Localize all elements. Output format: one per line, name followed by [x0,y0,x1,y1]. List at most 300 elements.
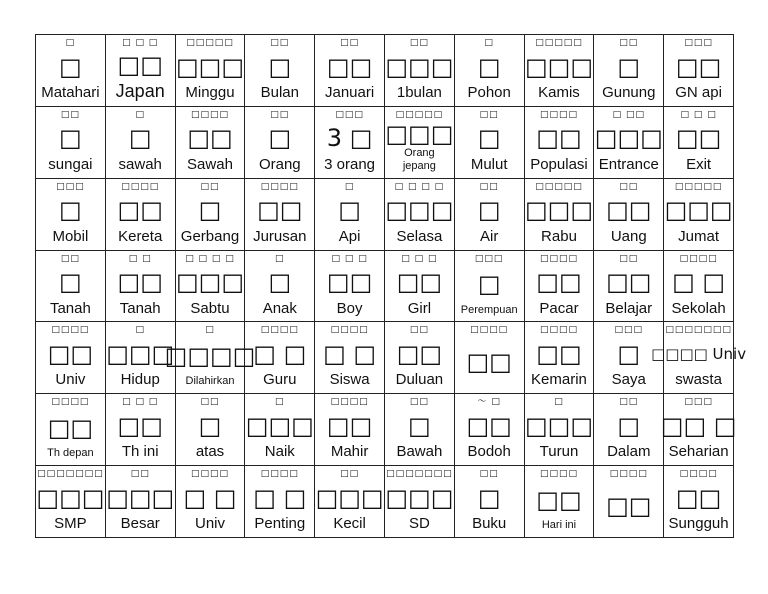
meaning-text: SMP [54,515,87,533]
vocab-cell [245,250,315,322]
reading-text: □□□□ [190,469,229,480]
vocab-card [36,179,105,249]
meaning-text: Rabu [541,227,577,245]
kanji-text: □□ [47,339,94,368]
kanji-text: □□ [326,52,373,81]
grid-row [36,178,734,250]
kanji-text: □□ [675,124,722,153]
meaning-text: Minggu [185,84,235,101]
vocab-card [176,251,245,321]
vocab-card [525,322,594,392]
kanji-text: □□ [117,268,163,297]
reading-text: □□ [60,109,80,120]
meaning-text: 1bulan [396,84,442,101]
kanji-text: □□□ [664,196,733,225]
kanji-text: □ [268,52,292,81]
reading-text: □ □ □ [122,38,159,48]
reading-text: □ □□ [612,109,645,120]
kanji-text: □ □ [672,268,726,297]
reading-text: □ [205,325,215,336]
kanji-text: 3 □ [326,124,373,153]
reading-text: □□ [409,325,429,336]
reading-text: □□ [619,397,639,408]
grid-row [36,106,734,178]
vocab-card [594,107,663,177]
reading-text: □□ [200,181,220,192]
reading-text: □□ [479,181,499,192]
vocab-card [164,322,256,392]
meaning-text: Saya [611,371,646,389]
vocab-card [385,251,454,321]
vocab-cell [315,394,385,466]
vocab-card [651,322,747,392]
vocab-cell [175,466,245,538]
vocab-cell [384,394,454,466]
vocab-cell [105,35,175,107]
vocab-card [385,466,454,536]
vocab-cell [105,106,175,178]
reading-text: □□□□ [51,397,90,408]
meaning-text: Univ [55,371,86,389]
meaning-text: Orang jepang [402,146,436,172]
kanji-text: □□ [257,196,303,225]
meaning-text: Populasi [530,155,588,173]
meaning-text: Entrance [598,155,659,173]
kanji-text: □ [198,411,222,440]
meaning-text: sungai [48,155,93,173]
vocab-cell [524,322,594,394]
meaning-text: Bodoh [467,443,511,461]
kanji-text: □□ [466,411,512,440]
reading-text: □ [275,397,285,408]
reading-text: □□□□□ [535,38,583,48]
vocab-card [245,251,314,321]
vocab-cell [454,106,524,178]
reading-text: □□□□ [470,325,509,336]
vocab-card [36,394,105,464]
meaning-text: Jumat [678,227,720,245]
meaning-text: Kamis [538,84,580,101]
grid-row [36,250,734,322]
vocab-cell [664,250,734,322]
vocab-cell [660,394,737,466]
vocab-cell [454,250,524,322]
reading-text: □ □ □ [401,253,438,264]
kanji-text: □□ [466,348,512,377]
vocab-card [594,394,663,464]
vocab-card [455,466,524,536]
reading-text: □□ [340,38,360,48]
vocab-cell [454,178,524,250]
vocab-card [315,322,384,392]
meaning-text: Sawah [187,155,233,173]
meaning-text: Anak [262,299,297,317]
reading-text: □□□□ [679,253,718,264]
vocab-cell [175,394,245,466]
kanji-text: □□□ [524,411,593,440]
vocab-cell [594,250,664,322]
vocab-card [106,107,175,177]
vocab-cell [454,394,524,466]
vocab-cell [36,106,106,178]
vocab-cell [651,322,747,394]
reading-text: □□□ [474,253,504,264]
reading-text: □□ [270,38,290,48]
meaning-text: Mahir [330,443,369,461]
meaning-text: Hidup [120,371,160,389]
reading-text: □□□□ [121,181,160,192]
reading-text: □□ [619,181,639,192]
reading-text: □□ [619,38,639,48]
kanji-text: □ [338,196,361,225]
meaning-text: Hari ini [541,519,577,532]
reading-text: □□□□□□□ [37,469,104,480]
reading-text: □ □ □ [122,397,159,408]
vocab-card [525,107,594,177]
meaning-text: Matahari [41,84,100,101]
reading-text: □□□ [684,38,713,48]
meaning-text: Kemarin [531,371,587,389]
kanji-text: □□ [326,411,373,440]
reading-text: □ □ □ □ [394,181,445,192]
grid-row [36,35,734,107]
meaning-text: Sabtu [190,299,230,317]
reading-text: □ [65,38,76,48]
meaning-text: Th depan [47,447,94,460]
meaning-text: Sekolah [671,299,726,317]
kanji-text: □□□ [385,196,454,225]
vocab-card [245,179,314,249]
kanji-text: □ [617,52,641,81]
kanji-text: □□ [326,268,373,297]
reading-text: □ □ □ [680,109,717,120]
vocab-card [455,35,524,105]
vocab-card [245,394,314,464]
vocab-cell [384,106,454,178]
vocab-cell [384,250,454,322]
vocab-card [525,251,594,321]
meaning-text: Sungguh [668,515,729,533]
kanji-text: □□□ [385,52,454,81]
kanji-text: □ [59,52,82,81]
reading-text: □□□□ [330,325,369,336]
kanji-text: □□□□ Univ [651,344,747,363]
meaning-text: atas [195,443,225,461]
meaning-text: Tanah [49,299,91,317]
reading-text: □□□□ [260,469,299,480]
kanji-text: □□ [117,51,163,79]
vocab-card [594,179,663,249]
meaning-text: Api [338,227,361,245]
vocab-card [385,322,454,392]
vocab-card [176,179,245,249]
reading-text: □□ [270,109,290,120]
vocab-card [594,35,663,105]
kanji-text: □□ [536,124,582,153]
meaning-text: Perempuan [460,303,518,316]
vocab-cell [594,178,664,250]
vocab-card [106,251,175,321]
meaning-text: sawah [118,155,162,173]
vocab-cell [594,35,664,107]
vocab-card [525,394,594,464]
vocab-card [664,107,733,177]
vocab-card [315,35,384,105]
reading-text: □□□ [684,397,713,408]
vocab-card [455,251,524,321]
meaning-text: Kereta [118,227,163,245]
reading-text: □□□□□ [535,181,583,192]
meaning-text: Januari [324,84,375,101]
kanji-text: □ [617,411,641,440]
vocab-cell [36,178,106,250]
kanji-text: □ □ [253,339,307,368]
vocab-card [315,466,384,536]
vocab-card [664,179,733,249]
vocab-card [36,251,105,321]
vocab-cell [594,394,664,466]
reading-text: □ □ [128,253,152,264]
vocab-cell [315,250,385,322]
meaning-text: SD [408,515,430,533]
kanji-text: □□ [536,268,582,297]
kanji-text: □□ [606,196,652,225]
vocab-card [315,107,384,177]
meaning-text: Gerbang [180,227,240,245]
vocab-card [106,35,175,105]
kanji-text: □□ [187,124,233,153]
vocab-cell [384,178,454,250]
vocab-cell [384,466,454,538]
reading-text: □□□□ [539,325,578,336]
meaning-text: Exit [686,155,712,173]
kanji-text: □ [477,52,501,81]
vocab-cell [175,35,245,107]
vocab-cell [664,35,734,107]
meaning-text: swasta [675,371,722,389]
reading-text: □□□ [56,181,85,192]
meaning-text: Belajar [605,299,653,317]
reading-text: □□□□ [539,253,578,264]
vocab-cell [105,250,175,322]
meaning-text: Th ini [121,443,159,461]
vocab-card [315,179,384,249]
vocab-cell [36,250,106,322]
meaning-text: Besar [120,515,160,533]
reading-text: □□□□□□□ [386,469,453,480]
kanji-text: □□□ [524,52,593,81]
reading-text: □□□□ [260,325,299,336]
vocab-cell [315,106,385,178]
vocab-cell [524,106,594,178]
reading-text: □ [554,397,564,408]
vocabulary-grid [35,34,747,538]
kanji-text: □□□ [175,52,245,81]
reading-text: □□ [479,109,499,120]
vocab-cell [175,178,245,250]
kanji-text: □□ [396,268,443,297]
vocab-card [106,394,175,464]
vocab-card [525,35,594,105]
vocab-card [176,107,245,177]
vocab-card [455,394,524,464]
kanji-text: □□□ [106,483,175,512]
kanji-text: □□□ [245,411,314,440]
meaning-text: Pacar [539,299,579,317]
kanji-text: □ [477,270,501,299]
grid-row [36,394,734,466]
vocab-card [315,394,384,464]
reading-text: □□ [340,469,360,480]
meaning-text: Guru [263,371,297,389]
vocab-card [594,466,663,536]
vocab-card [106,466,175,536]
grid-row [36,322,734,394]
vocab-cell [664,106,734,178]
kanji-text: □□ □ [660,411,737,440]
reading-text: □□ [130,469,150,480]
reading-text: □□□□□ [674,181,723,192]
meaning-text: Orang [258,155,301,173]
reading-text: □ [135,325,145,336]
reading-text: □□□□ [330,397,369,408]
reading-text: □□□ [335,109,364,120]
vocab-cell [36,322,106,394]
reading-text: □ [275,253,285,264]
reading-text: □ □ □ [331,253,368,264]
vocab-cell [164,322,256,394]
reading-text: □□ [200,397,220,408]
vocab-card [176,466,245,536]
meaning-text: Penting [254,515,306,533]
meaning-text: Boy [336,299,363,317]
vocab-cell [524,466,594,538]
vocab-cell [384,35,454,107]
meaning-text: Duluan [395,371,444,389]
vocab-cell [105,466,175,538]
vocab-cell [245,394,315,466]
kanji-text: □ [477,483,501,512]
kanji-text: □□□□ [164,341,256,370]
kanji-text: □□ [117,196,163,225]
reading-text: □□□□ [260,181,299,192]
reading-text: □□□□□□□ [665,325,732,336]
vocab-cell [315,322,385,394]
vocab-card [385,179,454,249]
kanji-text: □□□ [175,268,245,297]
vocab-cell [454,35,524,107]
grid-row [36,466,734,538]
kanji-text: □ [408,411,431,440]
vocab-cell [105,394,175,466]
reading-text: □ [135,109,145,120]
vocab-card [664,251,733,321]
vocab-cell [524,178,594,250]
reading-text: □□□□ [609,469,648,480]
vocab-card [385,35,454,105]
vocab-cell [105,178,175,250]
meaning-text: Uang [610,227,647,245]
vocab-card [525,179,594,249]
vocab-card [664,466,733,536]
kanji-text: □ [477,124,501,153]
vocab-cell [245,35,315,107]
kanji-text: □□□ [315,483,384,512]
vocab-cell [245,466,315,538]
reading-text: □□□□ [51,325,90,336]
meaning-text: Tanah [119,299,161,317]
kanji-text: □□ [396,339,443,368]
kanji-text: □ [59,124,82,153]
kanji-text: □□ [536,485,582,514]
vocab-card [36,107,105,177]
vocab-card [106,179,175,249]
kanji-text: □ □ [183,483,237,512]
vocab-card [315,251,384,321]
meaning-text: Siswa [329,371,370,389]
vocab-cell [315,178,385,250]
reading-text: □ [344,181,355,192]
vocab-card [245,466,314,536]
vocab-cell [36,35,106,107]
meaning-text: Seharian [668,443,729,461]
vocab-card [455,179,524,249]
kanji-text: □ [477,196,501,225]
reading-text: □□ [60,253,80,264]
vocab-card [455,322,524,392]
meaning-text: Naik [264,443,295,461]
kanji-text: □ [268,268,292,297]
kanji-text: □ [268,124,292,153]
kanji-text: □ [617,339,641,368]
reading-text: □□ [619,253,639,264]
vocab-card [385,107,454,177]
meaning-text: Bulan [260,84,299,101]
vocab-cell [594,106,664,178]
vocab-cell [664,178,734,250]
kanji-text: □□ [47,413,94,442]
vocab-card [176,394,245,464]
kanji-text: □ □ [323,339,377,368]
kanji-text: □□□ [594,124,663,153]
kanji-text: □□□ [524,196,593,225]
kanji-text: □□ [606,492,652,521]
meaning-text: Turun [539,443,579,461]
meaning-text: GN api [675,84,722,101]
meaning-text: Japan [115,81,165,101]
vocab-card [660,394,737,464]
vocab-cell [315,35,385,107]
vocab-cell [36,466,106,538]
meaning-text: Air [480,227,499,245]
kanji-text: □□ [675,52,722,81]
reading-text: □□ [409,38,429,48]
vocab-cell [664,466,734,538]
vocab-card [525,466,594,536]
vocab-cell [524,35,594,107]
meaning-text: 3 orang [324,155,376,173]
kanji-text: □□ [117,411,163,440]
kanji-text: □ [59,196,82,225]
reading-text: ～ □ [477,397,501,408]
meaning-text: Univ [194,515,225,533]
meaning-text: Selasa [396,227,443,245]
vocab-cell [245,106,315,178]
kanji-text: □□□ [106,339,175,368]
reading-text: □□ [409,397,429,408]
vocab-cell [524,250,594,322]
reading-text: □□□□ [679,469,718,480]
